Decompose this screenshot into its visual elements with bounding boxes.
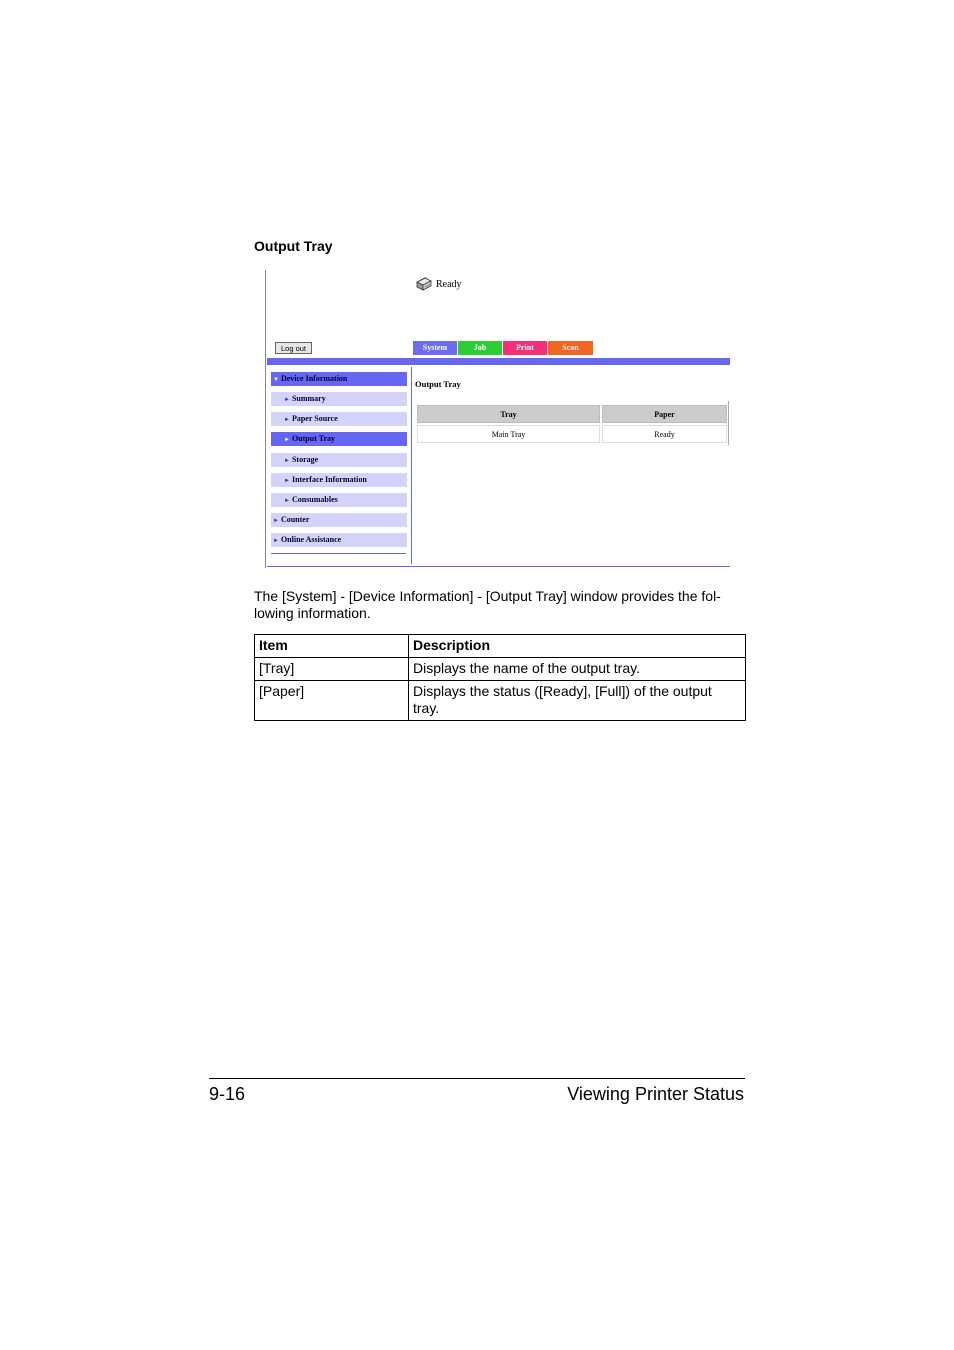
cell-item: [Paper] (255, 681, 409, 721)
sidebar-divider (271, 553, 406, 554)
tab-system[interactable]: System (413, 341, 457, 355)
cell-item: [Tray] (255, 658, 409, 681)
printer-status (415, 276, 462, 292)
chevron-right-icon: ► (284, 458, 290, 464)
column-header-item: Item (255, 635, 409, 658)
header-bar (267, 358, 730, 365)
sidebar-item-paper-source[interactable]: ► Paper Source (271, 412, 407, 426)
web-ui-screenshot (265, 270, 731, 570)
cell-description: Displays the status ([Ready], [Full]) of the output tray. (409, 681, 746, 721)
sidebar-item-online-assistance[interactable]: ► Online Assistance (271, 533, 407, 547)
table-row (417, 425, 727, 443)
sidebar-item-output-tray[interactable]: ► Output Tray (271, 432, 407, 446)
column-header-tray: Tray (417, 405, 600, 423)
tab-scan[interactable]: Scan (548, 341, 593, 355)
cell-paper: Ready (602, 425, 727, 443)
cell-tray: Main Tray (417, 425, 600, 443)
tab-print[interactable]: Print (503, 341, 547, 355)
chevron-right-icon: ► (284, 417, 290, 423)
chevron-right-icon: ► (273, 538, 279, 544)
table-row (255, 658, 746, 681)
footer-rule (209, 1078, 745, 1079)
chevron-right-icon: ► (273, 518, 279, 524)
table-row (255, 681, 746, 721)
printer-icon (415, 276, 433, 292)
sidebar-item-device-information[interactable]: ▼ Device Information (271, 372, 407, 386)
column-header-description: Description (409, 635, 746, 658)
sidebar-item-consumables[interactable]: ► Consumables (271, 493, 407, 507)
info-table (254, 634, 746, 721)
content-title: Output Tray (415, 379, 461, 389)
output-tray-table (415, 403, 729, 445)
page-number: 9-16 (209, 1084, 246, 1104)
chevron-right-icon: ► (284, 397, 290, 403)
chevron-right-icon: ► (284, 437, 290, 443)
sidebar-item-summary[interactable]: ► Summary (271, 392, 407, 406)
chevron-right-icon: ► (284, 498, 290, 504)
chevron-down-icon: ▼ (273, 377, 279, 383)
sidebar-item-interface-information[interactable]: ► Interface Information (271, 473, 407, 487)
tab-job[interactable]: Job (458, 341, 502, 355)
sidebar-item-counter[interactable]: ► Counter (271, 513, 407, 527)
table-frame-line (728, 401, 729, 445)
chevron-right-icon: ► (284, 478, 290, 484)
footer-title: Viewing Printer Status (567, 1084, 744, 1104)
section-title: Output Tray (254, 238, 333, 254)
sidebar-item-storage[interactable]: ► Storage (271, 453, 407, 467)
content-divider (411, 367, 412, 564)
column-header-paper: Paper (602, 405, 727, 423)
footer-line (267, 566, 730, 567)
status-text: Ready (436, 278, 462, 290)
cell-description: Displays the name of the output tray. (409, 658, 746, 681)
intro-paragraph: The [System] - [Device Information] - [Output Tray] window provides the fol-lowing information. (254, 588, 721, 621)
ui-left-border (265, 270, 266, 568)
logout-button[interactable]: Log out (275, 342, 312, 354)
